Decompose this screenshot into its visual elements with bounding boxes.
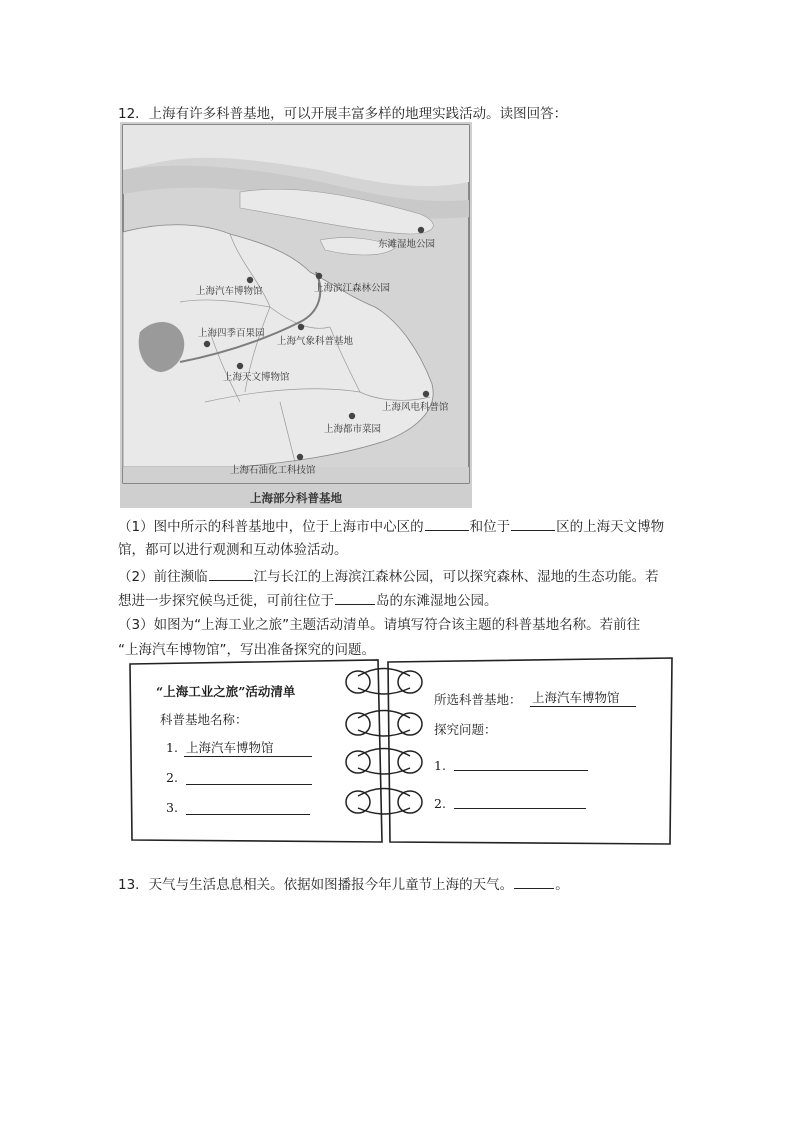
item-3-number: 3.	[166, 800, 178, 815]
label-shihua: 上海石油化工科技馆	[230, 465, 316, 476]
sub-question-3-line-2: “上海汽车博物馆”，写出准备探究的问题。	[118, 642, 375, 658]
blank-2-1	[209, 566, 253, 581]
question-12-stem: 12．上海有许多科普基地，可以开展丰富多样的地理实践活动。读图回答：	[118, 106, 568, 122]
shanghai-science-bases-map	[120, 122, 472, 508]
label-binjiang: 上海滨江森林公园	[314, 283, 391, 294]
right-page	[388, 658, 672, 844]
question-1-number: 1.	[434, 758, 446, 773]
question-label: 探究问题：	[434, 722, 497, 737]
item-2-number: 2.	[166, 770, 178, 785]
map-caption: 上海部分科普基地	[250, 491, 342, 505]
marker-auto-museum	[247, 277, 253, 283]
label-fengdian: 上海风电科普馆	[382, 402, 449, 413]
item-1-number: 1.	[166, 740, 178, 755]
notebook-title: “上海工业之旅”活动清单	[156, 684, 296, 699]
item-1-line	[184, 756, 312, 757]
question-2-line[interactable]	[454, 808, 586, 809]
label-auto-museum: 上海汽车博物馆	[196, 286, 263, 297]
blank-2-2	[335, 590, 375, 605]
question-13-stem: 13．天气与生活息息相关。依据如图播报今年儿童节上海的天气。 。	[118, 874, 569, 895]
sub-question-1-line-1: （1）图中所示的科普基地中，位于上海市中心区的 和位于 区的上海天文博物	[118, 516, 664, 537]
marker-tianwen	[237, 363, 243, 369]
marker-binjiang	[316, 273, 322, 279]
sub-question-3-line-1: （3）如图为“上海工业之旅”主题活动清单。请填写符合该主题的科普基地名称。若前往	[118, 617, 641, 633]
sub-question-2-line-1: （2）前往濒临 江与长江的上海滨江森林公园，可以探究森林、湿地的生态功能。若	[118, 566, 659, 587]
marker-dongtan	[418, 227, 424, 233]
selected-base-line	[530, 706, 636, 707]
label-dongtan: 东滩湿地公园	[378, 239, 436, 250]
marker-dushi	[349, 413, 355, 419]
selected-base-label: 所选科普基地：	[434, 692, 522, 707]
blank-1-1	[425, 516, 469, 531]
marker-shihua	[297, 454, 303, 460]
item-2-line[interactable]	[186, 784, 312, 785]
blank-13	[514, 874, 554, 889]
question-2-number: 2.	[434, 796, 446, 811]
label-siji: 上海四季百果园	[198, 328, 265, 339]
label-tianwen: 上海天文博物馆	[223, 372, 290, 383]
marker-qixiang	[298, 324, 304, 330]
blank-1-2	[511, 516, 555, 531]
marker-siji	[204, 341, 210, 347]
label-qixiang: 上海气象科普基地	[277, 336, 354, 347]
sub-question-1-line-2: 馆，都可以进行观测和互动体验活动。	[118, 542, 348, 558]
label-dushi: 上海都市菜园	[324, 424, 382, 435]
item-3-line[interactable]	[186, 814, 310, 815]
item-1-value: 上海汽车博物馆	[186, 740, 274, 755]
sub-question-2-line-2: 想进一步探究候鸟迁徙，可前往位于 岛的东滩湿地公园。	[118, 590, 498, 611]
marker-fengdian	[423, 391, 429, 397]
base-name-label: 科普基地名称：	[160, 712, 248, 727]
activity-notebook	[126, 656, 676, 846]
question-1-line[interactable]	[454, 770, 588, 771]
selected-base-value: 上海汽车博物馆	[532, 690, 620, 705]
